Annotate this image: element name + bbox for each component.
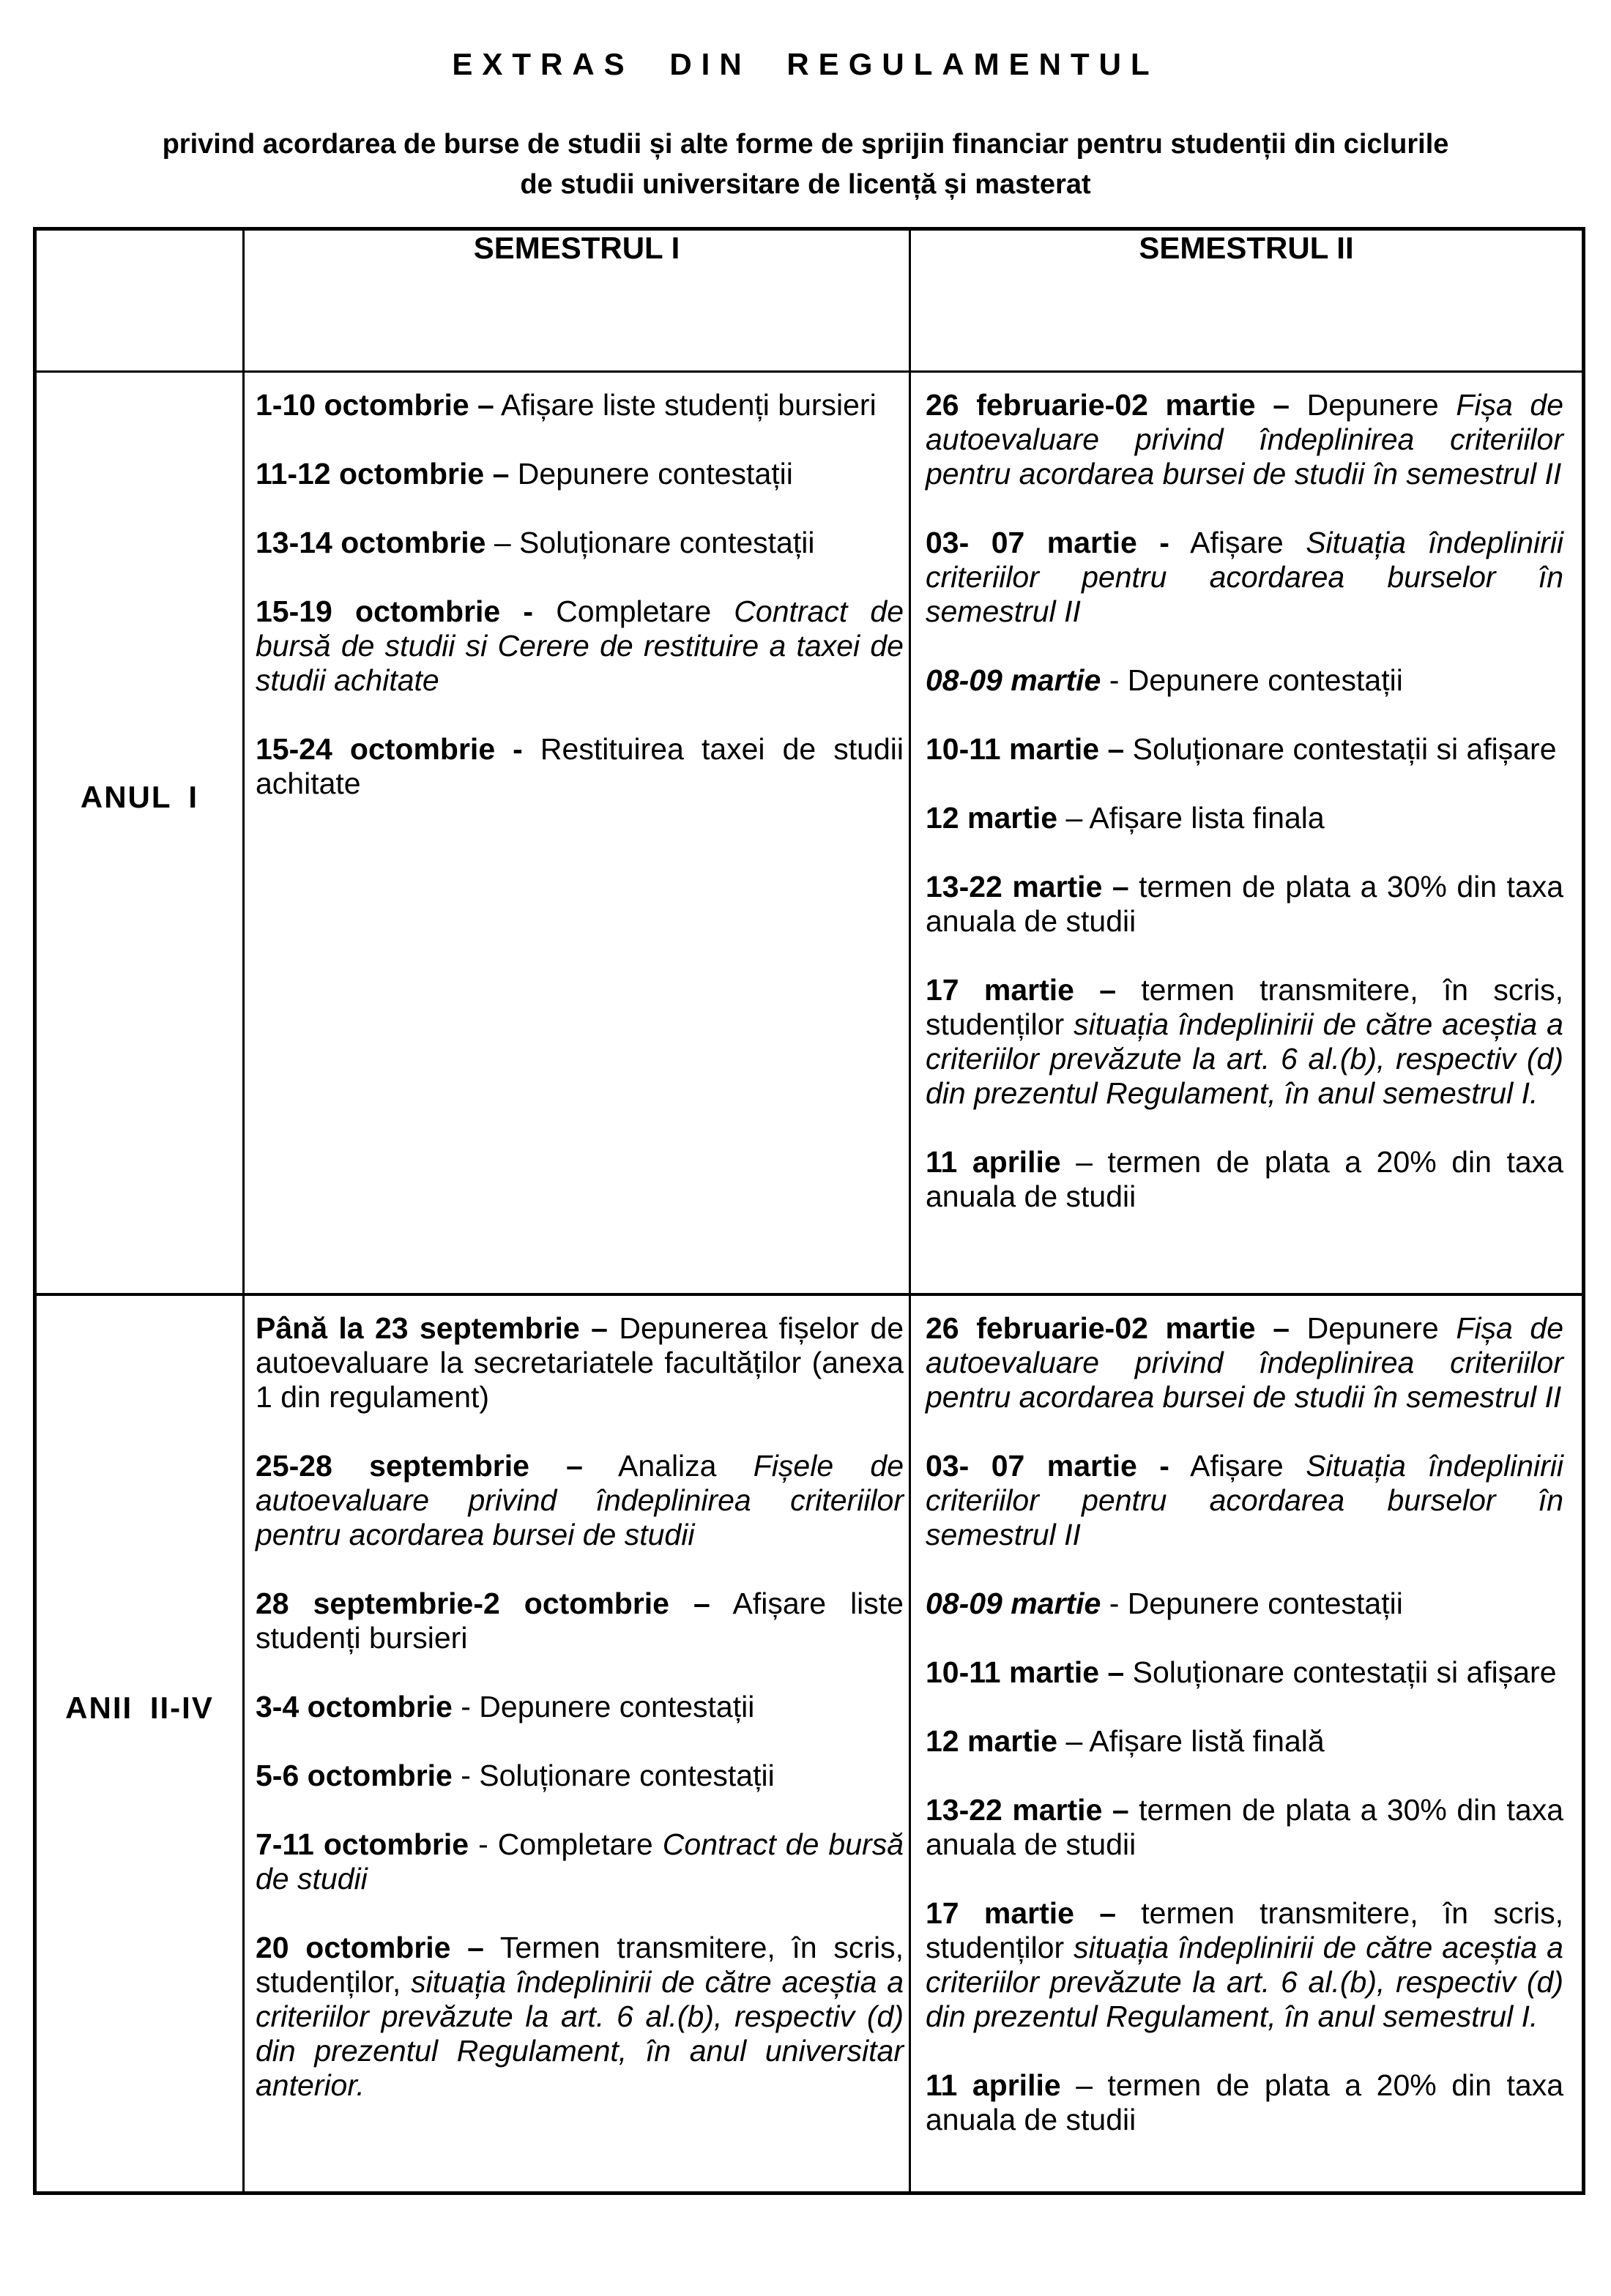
document-title: EXTRAS DIN REGULAMENTUL bbox=[452, 47, 1159, 81]
schedule-item: 13-22 martie – termen de plata a 30% din taxa anuala de studii bbox=[926, 870, 1563, 938]
column-header-semestrul-ii: SEMESTRUL II bbox=[910, 229, 1584, 372]
document-subtitle-line-2: de studii universitare de licență și masterat bbox=[520, 169, 1091, 200]
document-page bbox=[0, 47, 1611, 2296]
cell-anul-i-semestrul-ii bbox=[910, 372, 1584, 1294]
schedule-item: 26 februarie-02 martie – Depunere Fișa de autoevaluare privind îndeplinirea criteriilor pentru acordarea bursei de studii în semestrul II bbox=[926, 388, 1564, 491]
schedule-item: 12 martie – Afișare listă finală bbox=[926, 1723, 1325, 1758]
schedule-item: 20 octombrie – Termen transmitere, în scris, studenților, situația îndeplinirii de către aceștia a criteriilor prevăzute la art. 6 al.(b), respectiv (d) din prezentul Regulament, în anul universitar anterior. bbox=[256, 1930, 904, 2102]
schedule-item: 25-28 septembrie – Analiza Fișele de autoevaluare privind îndeplinirea criteriilor pentru acordarea bursei de studii bbox=[256, 1448, 904, 1551]
schedule-item: 08-09 martie - Depunere contestații bbox=[926, 1586, 1403, 1620]
document-subtitle-line-1: privind acordarea de burse de studii și alte forme de sprijin financiar pentru studenții din ciclurile bbox=[162, 129, 1449, 160]
schedule-item: 17 martie – termen transmitere, în scris, studenților situația îndeplinirii de către aceștia a criteriilor prevăzute la art. 6 al.(b), respectiv (d) din prezentul Regulament, în anul semestrul I. bbox=[926, 973, 1564, 1110]
schedule-item: 08-09 martie - Depunere contestații bbox=[926, 663, 1403, 697]
schedule-item: 1-10 octombrie – Afișare liste studenți bursieri bbox=[256, 388, 877, 422]
schedule-item: 15-24 octombrie - Restituirea taxei de studii achitate bbox=[256, 732, 904, 800]
document-subtitle bbox=[0, 124, 1611, 205]
schedule-item: 11-12 octombrie – Depunere contestații bbox=[256, 457, 793, 491]
table-row-anii-ii-iv bbox=[35, 1294, 1584, 2194]
scholarship-schedule-table bbox=[33, 227, 1585, 2195]
cell-anii-ii-iv-semestrul-ii bbox=[910, 1294, 1584, 2194]
schedule-item: 11 aprilie – termen de plata a 20% din taxa anuala de studii bbox=[926, 1145, 1563, 1213]
schedule-item: 13-22 martie – termen de plata a 30% din taxa anuala de studii bbox=[926, 1792, 1563, 1861]
row-label-anii-ii-iv bbox=[35, 1294, 244, 2194]
table-header-row bbox=[35, 229, 1584, 372]
table-corner-cell bbox=[35, 229, 244, 372]
schedule-item: 03- 07 martie - Afișare Situația îndeplinirii criteriilor pentru acordarea burselor în semestrul II bbox=[926, 526, 1563, 628]
cell-anii-ii-iv-semestrul-i bbox=[244, 1294, 910, 2194]
row-label-anul-i bbox=[35, 372, 244, 1294]
row-label-anii-ii-iv-text: ANII II-IV bbox=[65, 1691, 214, 1726]
schedule-item: Până la 23 septembrie – Depunerea fișelor de autoevaluare la secretariatele facultăților (anexa 1 din regulament) bbox=[256, 1311, 904, 1414]
schedule-item: 26 februarie-02 martie – Depunere Fișa de autoevaluare privind îndeplinirea criteriilor pentru acordarea bursei de studii în semestrul II bbox=[926, 1311, 1564, 1414]
schedule-item: 10-11 martie – Soluționare contestații si afișare bbox=[926, 1655, 1557, 1689]
schedule-item: 10-11 martie – Soluționare contestații si afișare bbox=[926, 732, 1557, 766]
cell-anul-i-semestrul-i bbox=[244, 372, 910, 1294]
schedule-item: 11 aprilie – termen de plata a 20% din taxa anuala de studii bbox=[926, 2068, 1563, 2136]
table-row-anul-i bbox=[35, 372, 1584, 1294]
schedule-item: 12 martie – Afișare lista finala bbox=[926, 801, 1325, 835]
row-label-anul-i-text: ANUL I bbox=[80, 780, 199, 815]
schedule-item: 7-11 octombrie - Completare Contract de bursă de studii bbox=[256, 1827, 904, 1896]
schedule-item: 28 septembrie-2 octombrie – Afișare liste studenți bursieri bbox=[256, 1586, 904, 1655]
schedule-item: 5-6 octombrie - Soluționare contestații bbox=[256, 1758, 775, 1792]
schedule-item: 13-14 octombrie – Soluționare contestații bbox=[256, 526, 815, 559]
schedule-item: 15-19 octombrie - Completare Contract de bursă de studii si Cerere de restituire a taxei de studii achitate bbox=[256, 594, 904, 697]
schedule-item: 3-4 octombrie - Depunere contestații bbox=[256, 1689, 755, 1723]
column-header-semestrul-i: SEMESTRUL I bbox=[244, 229, 910, 372]
schedule-item: 03- 07 martie - Afișare Situația îndeplinirii criteriilor pentru acordarea burselor în semestrul II bbox=[926, 1448, 1563, 1551]
schedule-item: 17 martie – termen transmitere, în scris, studenților situația îndeplinirii de către aceștia a criteriilor prevăzute la art. 6 al.(b), respectiv (d) din prezentul Regulament, în anul semestrul I. bbox=[926, 1896, 1564, 2033]
